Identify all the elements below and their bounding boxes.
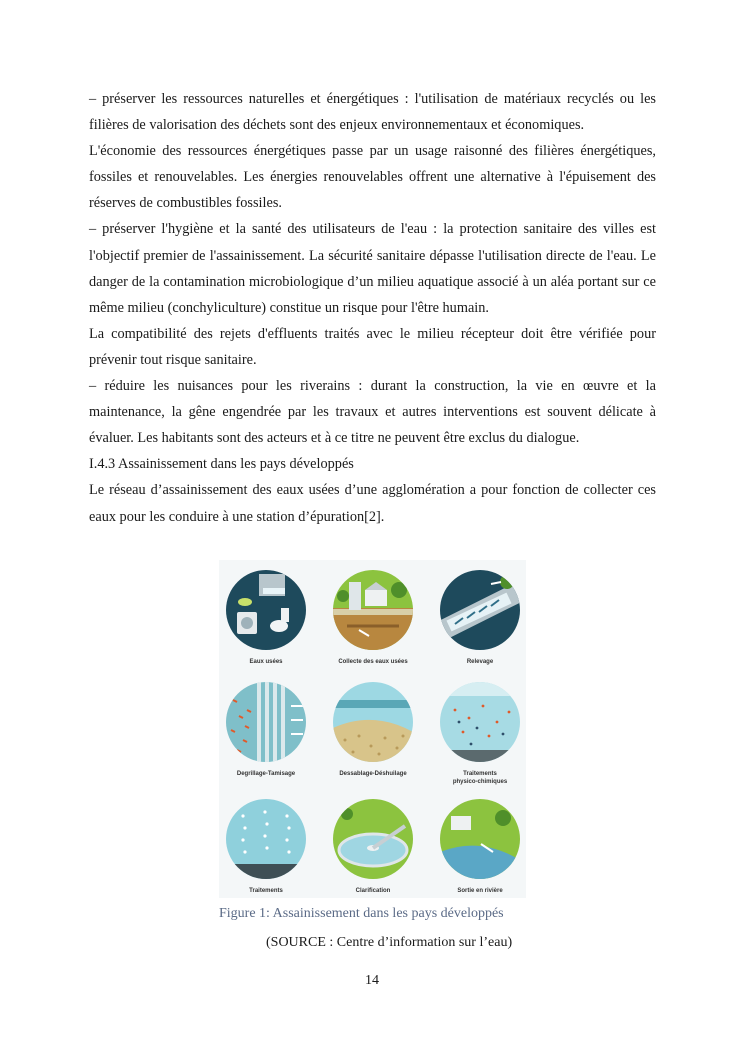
collection-label: Collecte des eaux usées: [338, 659, 408, 665]
clarification-label: Clarification: [355, 888, 391, 894]
section-heading: I.4.3 Assainissement dans les pays développés: [89, 456, 354, 473]
figure-caption: Figure 1: Assainissement dans les pays développés: [219, 906, 504, 921]
page-number: 14: [365, 973, 379, 988]
biological-treatment-label: Traitements: [249, 888, 283, 894]
physicochemical-label-line2: physico-chimiques: [452, 779, 508, 785]
degritting-label: Dessablage-Déshuilage: [339, 771, 407, 777]
clarification-panel: [333, 799, 413, 894]
physicochemical-label-line1: Traitements: [463, 771, 497, 777]
paragraph-reduire-nuisances: – réduire les nuisances pour les riverains : durant la construction, la vie en œuvre et la maintenance, la gêne engendrée par les travaux et autres interventions est souvent délicate à évaluer. Les habitants sont des acteurs et à ce titre ne peuvent être exclus du dialogue.: [89, 378, 656, 447]
paragraph-reseau-assainissement: Le réseau d’assainissement des eaux usées d’une agglomération a pour fonction de collecter ces eaux pour les conduire à une station d’épuration[2].: [89, 482, 656, 525]
lifting-label: Relevage: [466, 659, 494, 665]
wastewater-panel: [226, 570, 306, 665]
river-discharge-panel: [440, 799, 520, 894]
figure-source: (SOURCE : Centre d’information sur l’eau): [266, 935, 513, 950]
paragraph-preserver-ressources: – préserver les ressources naturelles et énergétiques : l'utilisation de matériaux recyclés ou les filières de valorisation des déchets sont des enjeux environnementaux et économiques.: [89, 91, 656, 134]
lifting-panel: [440, 570, 520, 665]
paragraph-preserver-hygiene: – préserver l'hygiène et la santé des utilisateurs de l'eau : la protection sanitaire des villes est l'objectif premier de l'assainissement. La sécurité sanitaire dépasse l'utilisation directe de l'eau. Le danger de la contamination microbiologique d’un milieu aquatique associé à un aléa portant sur ce même milieu (conchyliculture) constitue un risque pour l'être humain.: [89, 221, 656, 316]
degritting-panel: [333, 682, 413, 777]
river-discharge-label: Sortie en rivière: [457, 888, 503, 894]
sanitation-process-figure: [219, 560, 526, 898]
paragraph-economie-ressources: L'économie des ressources énergétiques passe par un usage raisonné des filières énergétiques, fossiles et renouvelables. Les énergies renouvelables offrent une alternative à l'épuisement des réserves de combustibles fossiles.: [89, 143, 656, 212]
screening-panel: [226, 682, 306, 777]
physicochemical-panel: [440, 682, 520, 785]
collection-panel: [333, 570, 413, 665]
screening-label: Degrillage-Tamisage: [236, 771, 296, 777]
wastewater-label: Eaux usées: [249, 659, 283, 665]
biological-treatment-panel: [226, 799, 306, 894]
body-text: [89, 86, 656, 530]
paragraph-compatibilite-rejets: La compatibilité des rejets d'effluents traités avec le milieu récepteur doit être vérifiée pour prévenir tout risque sanitaire.: [89, 325, 656, 368]
